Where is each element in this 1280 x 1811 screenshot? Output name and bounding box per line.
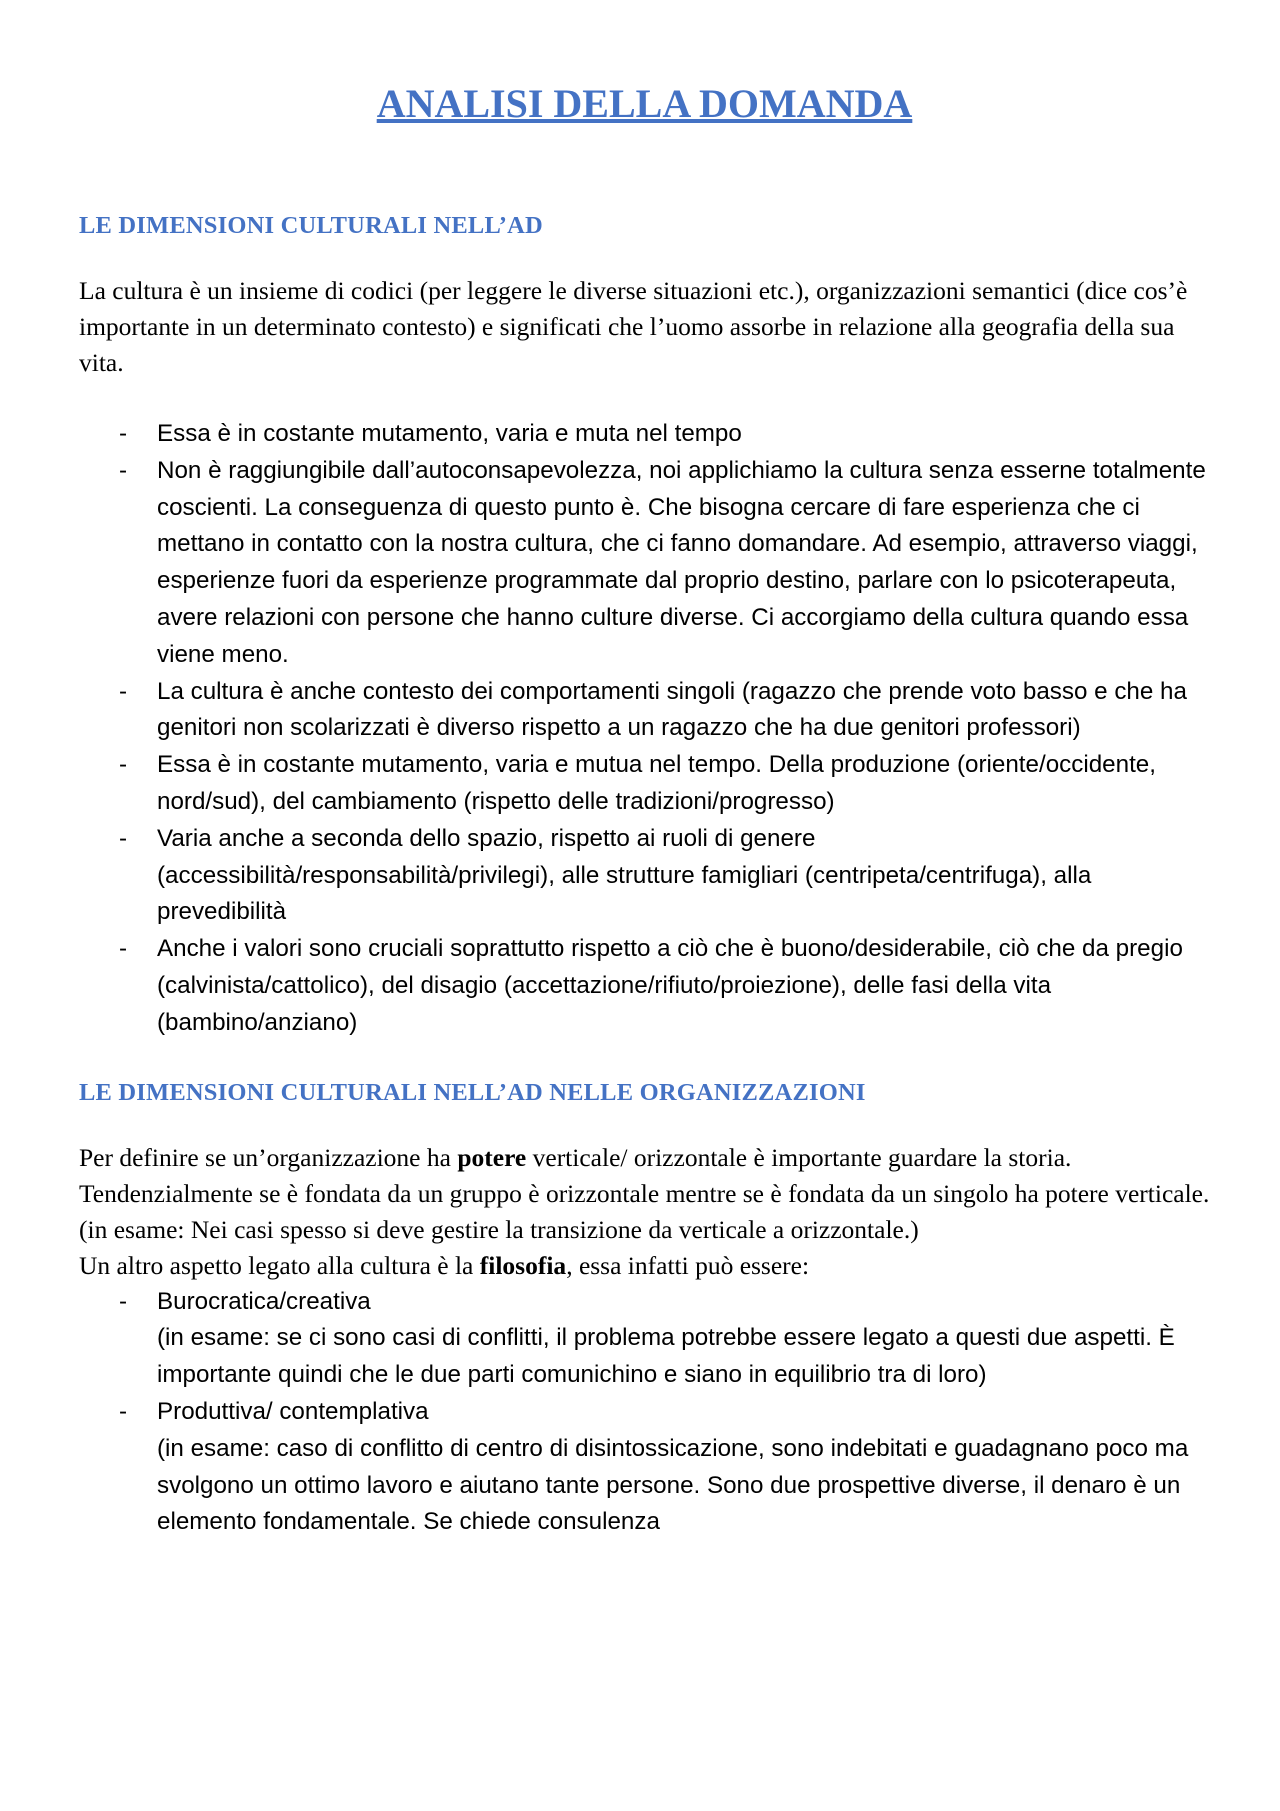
- list-item: [119, 453, 1210, 674]
- list-item-text: Essa è in costante mutamento, varia e muta nel tempo: [157, 420, 742, 447]
- philosophy-keyword: filosofia: [479, 1250, 567, 1280]
- list-item: [119, 821, 1210, 931]
- bullet-dash: -: [119, 1397, 128, 1425]
- list-item: [119, 1394, 1210, 1541]
- section-heading-culture: LE DIMENSIONI CULTURALI NELL’AD: [79, 212, 543, 239]
- list-item-note: (in esame: caso di conflitto di centro di disintossicazione, sono indebitati e guadagnano poco ma svolgono un ottimo lavoro e aiutano tante persone. Sono due prospettive diverse, il denaro è un elemento fondamentale. Se chiede consulenza: [157, 1434, 1189, 1536]
- culture-definition-paragraph: La cultura è un insieme di codici (per leggere le diverse situazioni etc.), organizzazioni semantici (dice cos’è importante in un determinato contesto) e significati che l’uomo assorbe in relazione alla geografia della sua vita.: [79, 276, 1188, 377]
- philosophy-paragraph: [79, 1248, 1210, 1284]
- bullet-dash: -: [119, 935, 128, 963]
- list-item: [119, 931, 1210, 1041]
- document-title: ANALISI DELLA DOMANDA: [376, 81, 913, 126]
- list-item: [119, 674, 1210, 748]
- bullet-dash: -: [119, 677, 128, 705]
- list-item-text: Anche i valori sono cruciali soprattutto rispetto a ciò che è buono/desiderabile, ciò che da pregio (calvinista/cattolico), del disagio (accettazione/rifiuto/proiezione), delle fasi della vita (bambino/anziano): [157, 935, 1183, 1036]
- bullet-dash: -: [119, 456, 128, 484]
- list-item-text: Varia anche a seconda dello spazio, rispetto ai ruoli di genere (accessibilità/responsabilità/privilegi), alle strutture famigliari (centripeta/centrifuga), alla prevedibilità: [157, 824, 1092, 926]
- list-item: [119, 416, 1210, 453]
- philosophy-text-after: , essa infatti può essere:: [566, 1250, 810, 1280]
- bullet-dash: -: [119, 824, 128, 852]
- bullet-dash: -: [119, 751, 128, 779]
- bullet-dash: -: [119, 420, 128, 447]
- bullet-dash: -: [119, 1287, 128, 1315]
- power-text-before: Per definire se un’organizzazione ha: [79, 1142, 458, 1172]
- list-item-text: La cultura è anche contesto dei comportamenti singoli (ragazzo che prende voto basso e che ha genitori non scolarizzati è diverso rispetto a un ragazzo che ha due genitori professori): [157, 677, 1187, 742]
- list-item-text: Essa è in costante mutamento, varia e mutua nel tempo. Della produzione (oriente/occidente, nord/sud), del cambiamento (rispetto delle tradizioni/progresso): [157, 751, 1156, 815]
- list-item-text: Non è raggiungibile dall’autoconsapevolezza, noi applichiamo la cultura senza esserne totalmente coscienti. La conseguenza di questo punto è. Che bisogna cercare di fare esperienza che ci mettano in contatto con la nostra cultura, che ci fanno domandare. Ad esempio, attraverso viaggi, esperienze fuori da esperienze programmate dal proprio destino, parlare con lo psicoterapeuta, avere relazioni con persone che hanno culture diverse. Ci accorgiamo della cultura quando essa viene meno.: [157, 456, 1206, 668]
- list-item: [119, 1284, 1210, 1394]
- culture-bullet-list: [79, 416, 1210, 1042]
- power-paragraph: [79, 1140, 1210, 1248]
- power-text-after: verticale/ orizzontale è importante guardare la storia. Tendenzialmente se è fondata da un gruppo è orizzontale mentre se è fondata da un singolo ha potere verticale. (in esame: Nei casi spesso si deve gestire la transizione da verticale a orizzontale.): [79, 1142, 1210, 1244]
- list-item-label: Produttiva/ contemplativa: [157, 1397, 429, 1425]
- power-keyword: potere: [457, 1142, 527, 1172]
- list-item-label: Burocratica/creativa: [157, 1287, 371, 1315]
- section-heading-organizations: LE DIMENSIONI CULTURALI NELL’AD NELLE ORGANIZZAZIONI: [79, 1078, 866, 1106]
- list-item-note: (in esame: se ci sono casi di conflitti, il problema potrebbe essere legato a questi due aspetti. È importante quindi che le due parti comunichino e siano in equilibrio tra di loro): [157, 1324, 1175, 1389]
- philosophy-text-before: Un altro aspetto legato alla cultura è la: [79, 1250, 480, 1280]
- list-item: [119, 747, 1210, 821]
- philosophy-bullet-list: [79, 1284, 1210, 1542]
